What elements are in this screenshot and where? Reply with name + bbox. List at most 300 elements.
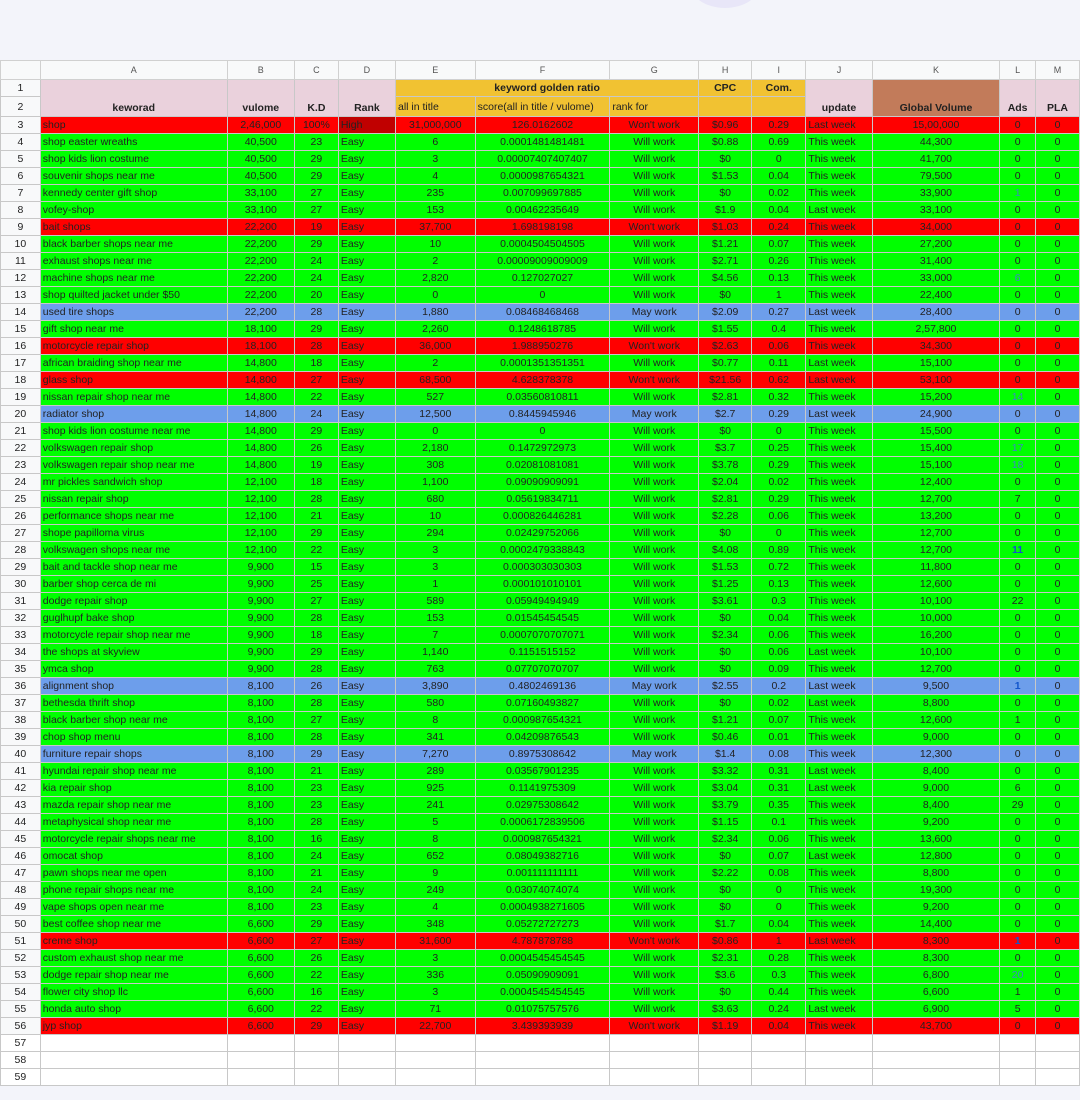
com-cell[interactable]: 0.06	[752, 508, 806, 525]
all-in-title-cell[interactable]: 153	[396, 610, 476, 627]
keyword-cell[interactable]: omocat shop	[40, 848, 227, 865]
ads-cell[interactable]: 1	[1000, 984, 1036, 1001]
keyword-cell[interactable]: shope papilloma virus	[40, 525, 227, 542]
empty-cell[interactable]	[1000, 1035, 1036, 1052]
update-cell[interactable]: This week	[806, 610, 872, 627]
ads-cell[interactable]: 0	[1000, 372, 1036, 389]
rank-for-cell[interactable]: Will work	[610, 287, 699, 304]
kd-cell[interactable]: 26	[294, 950, 338, 967]
score-cell[interactable]: 0.4802469136	[475, 678, 610, 695]
column-header-h[interactable]: H	[699, 61, 752, 80]
kd-cell[interactable]: 28	[294, 695, 338, 712]
all-in-title-cell[interactable]: 5	[396, 814, 476, 831]
update-cell[interactable]: This week	[806, 814, 872, 831]
row-number[interactable]: 43	[1, 797, 41, 814]
cpc-cell[interactable]: $0	[699, 661, 752, 678]
kd-cell[interactable]: 29	[294, 168, 338, 185]
empty-cell[interactable]	[610, 1052, 699, 1069]
score-cell[interactable]: 0.01075757576	[475, 1001, 610, 1018]
keyword-cell[interactable]: volkswagen repair shop	[40, 440, 227, 457]
cpc-cell[interactable]: $1.21	[699, 236, 752, 253]
rank-cell[interactable]: High	[338, 117, 395, 134]
cpc-subheader[interactable]	[699, 97, 752, 117]
rank-cell[interactable]: Easy	[338, 678, 395, 695]
empty-cell[interactable]	[396, 1052, 476, 1069]
global-volume-cell[interactable]: 12,600	[872, 576, 1000, 593]
rank-cell[interactable]: Easy	[338, 236, 395, 253]
kd-cell[interactable]: 29	[294, 916, 338, 933]
cpc-cell[interactable]: $2.34	[699, 831, 752, 848]
com-cell[interactable]: 0.29	[752, 117, 806, 134]
cpc-cell[interactable]: $3.32	[699, 763, 752, 780]
kd-cell[interactable]: 18	[294, 627, 338, 644]
global-volume-cell[interactable]: 12,400	[872, 474, 1000, 491]
row-number[interactable]: 31	[1, 593, 41, 610]
ads-cell[interactable]: 0	[1000, 916, 1036, 933]
row-number[interactable]: 13	[1, 287, 41, 304]
keyword-cell[interactable]: pawn shops near me open	[40, 865, 227, 882]
com-cell[interactable]: 0	[752, 882, 806, 899]
empty-cell[interactable]	[1035, 1035, 1079, 1052]
kd-cell[interactable]: 27	[294, 933, 338, 950]
all-in-title-cell[interactable]: 37,700	[396, 219, 476, 236]
rank-cell[interactable]: Easy	[338, 457, 395, 474]
cpc-cell[interactable]: $1.53	[699, 168, 752, 185]
global-volume-cell[interactable]: 8,800	[872, 865, 1000, 882]
pla-cell[interactable]: 0	[1035, 287, 1079, 304]
score-cell[interactable]: 0.8975308642	[475, 746, 610, 763]
row-number[interactable]: 26	[1, 508, 41, 525]
volume-cell[interactable]: 12,100	[227, 508, 294, 525]
kd-cell[interactable]: 28	[294, 610, 338, 627]
com-cell[interactable]: 0.28	[752, 950, 806, 967]
cpc-cell[interactable]: $3.7	[699, 440, 752, 457]
pla-cell[interactable]: 0	[1035, 304, 1079, 321]
keyword-cell[interactable]: exhaust shops near me	[40, 253, 227, 270]
volume-cell[interactable]: 14,800	[227, 440, 294, 457]
pla-cell[interactable]: 0	[1035, 678, 1079, 695]
volume-cell[interactable]: 6,600	[227, 950, 294, 967]
ads-cell[interactable]: 7	[1000, 491, 1036, 508]
rank-for-cell[interactable]: Will work	[610, 168, 699, 185]
keyword-cell[interactable]: vofey-shop	[40, 202, 227, 219]
com-cell[interactable]: 0.4	[752, 321, 806, 338]
rank-cell[interactable]: Easy	[338, 899, 395, 916]
empty-cell[interactable]	[872, 1052, 1000, 1069]
score-cell[interactable]: 0	[475, 287, 610, 304]
com-cell[interactable]: 0.32	[752, 389, 806, 406]
rank-cell[interactable]: Easy	[338, 967, 395, 984]
empty-cell[interactable]	[294, 1069, 338, 1086]
score-cell[interactable]: 0.8445945946	[475, 406, 610, 423]
volume-cell[interactable]: 6,600	[227, 916, 294, 933]
kd-cell[interactable]: 22	[294, 389, 338, 406]
row-number[interactable]: 53	[1, 967, 41, 984]
rank-cell[interactable]: Easy	[338, 780, 395, 797]
row-number[interactable]: 41	[1, 763, 41, 780]
row-number[interactable]: 2	[1, 97, 41, 117]
kd-cell[interactable]: 23	[294, 780, 338, 797]
volume-cell[interactable]: 9,900	[227, 644, 294, 661]
ads-cell[interactable]: 0	[1000, 627, 1036, 644]
column-header-i[interactable]: I	[752, 61, 806, 80]
row-number[interactable]: 25	[1, 491, 41, 508]
empty-cell[interactable]	[699, 1035, 752, 1052]
global-volume-cell[interactable]: 8,300	[872, 950, 1000, 967]
pla-cell[interactable]: 0	[1035, 236, 1079, 253]
score-cell[interactable]: 0.0000987654321	[475, 168, 610, 185]
empty-cell[interactable]	[1000, 1069, 1036, 1086]
ads-cell[interactable]: 0	[1000, 661, 1036, 678]
cpc-cell[interactable]: $0	[699, 185, 752, 202]
volume-cell[interactable]: 8,100	[227, 695, 294, 712]
volume-cell[interactable]: 8,100	[227, 797, 294, 814]
score-cell[interactable]: 1.988950276	[475, 338, 610, 355]
all-in-title-cell[interactable]: 294	[396, 525, 476, 542]
volume-cell[interactable]: 14,800	[227, 372, 294, 389]
rank-cell[interactable]: Easy	[338, 287, 395, 304]
rank-for-cell[interactable]: Will work	[610, 831, 699, 848]
rank-for-cell[interactable]: Will work	[610, 253, 699, 270]
rank-for-cell[interactable]: Will work	[610, 780, 699, 797]
ads-cell[interactable]: 0	[1000, 117, 1036, 134]
ads-cell[interactable]: 0	[1000, 1018, 1036, 1035]
rank-cell[interactable]: Easy	[338, 865, 395, 882]
ads-cell[interactable]: 17	[1000, 440, 1036, 457]
pla-cell[interactable]: 0	[1035, 967, 1079, 984]
empty-cell[interactable]	[872, 1035, 1000, 1052]
rank-for-cell[interactable]: Will work	[610, 508, 699, 525]
all-in-title-cell[interactable]: 580	[396, 695, 476, 712]
com-cell[interactable]: 0.25	[752, 440, 806, 457]
volume-cell[interactable]: 6,600	[227, 967, 294, 984]
ads-cell[interactable]: 0	[1000, 321, 1036, 338]
com-cell[interactable]: 0.24	[752, 1001, 806, 1018]
row-number[interactable]: 19	[1, 389, 41, 406]
pla-cell[interactable]: 0	[1035, 440, 1079, 457]
volume-cell[interactable]: 8,100	[227, 814, 294, 831]
update-cell[interactable]: This week	[806, 440, 872, 457]
cpc-cell[interactable]: $3.61	[699, 593, 752, 610]
ads-cell[interactable]: 0	[1000, 423, 1036, 440]
ads-cell[interactable]: 0	[1000, 253, 1036, 270]
all-in-title-cell[interactable]: 527	[396, 389, 476, 406]
score-cell[interactable]: 0.07707070707	[475, 661, 610, 678]
rank-for-cell[interactable]: Won't work	[610, 117, 699, 134]
all-in-title-cell[interactable]: 2,820	[396, 270, 476, 287]
rank-cell[interactable]: Easy	[338, 627, 395, 644]
column-header-b[interactable]: B	[227, 61, 294, 80]
cpc-cell[interactable]: $1.55	[699, 321, 752, 338]
rank-for-cell[interactable]: Will work	[610, 236, 699, 253]
update-cell[interactable]: This week	[806, 321, 872, 338]
rank-for-cell[interactable]: Will work	[610, 610, 699, 627]
update-cell[interactable]: Last week	[806, 678, 872, 695]
all-in-title-cell[interactable]: 2	[396, 355, 476, 372]
cpc-cell[interactable]: $0	[699, 644, 752, 661]
kd-cell[interactable]: 16	[294, 984, 338, 1001]
score-cell[interactable]: 0.001111111111	[475, 865, 610, 882]
row-number[interactable]: 55	[1, 1001, 41, 1018]
keyword-cell[interactable]: performance shops near me	[40, 508, 227, 525]
cpc-cell[interactable]: $0	[699, 695, 752, 712]
volume-cell[interactable]: 12,100	[227, 542, 294, 559]
volume-cell[interactable]: 12,100	[227, 525, 294, 542]
score-cell[interactable]: 0.0001351351351	[475, 355, 610, 372]
score-cell[interactable]: 0.0007070707071	[475, 627, 610, 644]
pla-cell[interactable]: 0	[1035, 253, 1079, 270]
cpc-cell[interactable]: $2.81	[699, 389, 752, 406]
cpc-cell[interactable]: $3.78	[699, 457, 752, 474]
global-volume-cell[interactable]: 34,300	[872, 338, 1000, 355]
rank-cell[interactable]: Easy	[338, 882, 395, 899]
keyword-cell[interactable]: nissan repair shop	[40, 491, 227, 508]
volume-cell[interactable]: 8,100	[227, 712, 294, 729]
pla-cell[interactable]: 0	[1035, 270, 1079, 287]
pla-cell[interactable]: 0	[1035, 916, 1079, 933]
pla-cell[interactable]: 0	[1035, 423, 1079, 440]
all-in-title-cell[interactable]: 31,600	[396, 933, 476, 950]
cpc-cell[interactable]: $2.81	[699, 491, 752, 508]
rank-for-cell[interactable]: Will work	[610, 729, 699, 746]
all-in-title-cell[interactable]: 9	[396, 865, 476, 882]
all-in-title-cell[interactable]: 241	[396, 797, 476, 814]
all-in-title-cell[interactable]: 4	[396, 168, 476, 185]
all-in-title-cell[interactable]: 22,700	[396, 1018, 476, 1035]
rank-cell[interactable]: Easy	[338, 202, 395, 219]
keyword-cell[interactable]: black barber shops near me	[40, 236, 227, 253]
ads-cell[interactable]: 0	[1000, 610, 1036, 627]
pla-cell[interactable]: 0	[1035, 389, 1079, 406]
cpc-cell[interactable]: $0.77	[699, 355, 752, 372]
rank-cell[interactable]: Easy	[338, 933, 395, 950]
ads-cell[interactable]: 0	[1000, 899, 1036, 916]
rank-cell[interactable]: Easy	[338, 440, 395, 457]
update-cell[interactable]: This week	[806, 270, 872, 287]
keyword-cell[interactable]: shop kids lion costume	[40, 151, 227, 168]
rank-for-cell[interactable]: Will work	[610, 321, 699, 338]
rank-for-cell[interactable]: May work	[610, 304, 699, 321]
global-volume-cell[interactable]: 15,100	[872, 355, 1000, 372]
score-cell[interactable]: 0.000303030303	[475, 559, 610, 576]
volume-cell[interactable]: 40,500	[227, 168, 294, 185]
all-in-title-cell[interactable]: 36,000	[396, 338, 476, 355]
pla-cell[interactable]: 0	[1035, 202, 1079, 219]
kd-cell[interactable]: 29	[294, 644, 338, 661]
pla-cell[interactable]: 0	[1035, 610, 1079, 627]
rank-cell[interactable]: Easy	[338, 746, 395, 763]
empty-cell[interactable]	[752, 1069, 806, 1086]
keyword-cell[interactable]: kennedy center gift shop	[40, 185, 227, 202]
update-cell[interactable]: This week	[806, 916, 872, 933]
rank-for-cell[interactable]: Will work	[610, 576, 699, 593]
ads-cell[interactable]: 0	[1000, 695, 1036, 712]
update-cell[interactable]: This week	[806, 219, 872, 236]
kd-cell[interactable]: 29	[294, 423, 338, 440]
cpc-cell[interactable]: $0	[699, 525, 752, 542]
keyword-cell[interactable]: kia repair shop	[40, 780, 227, 797]
global-volume-cell[interactable]: 9,000	[872, 780, 1000, 797]
volume-cell[interactable]: 18,100	[227, 321, 294, 338]
volume-cell[interactable]: 6,600	[227, 984, 294, 1001]
kd-cell[interactable]: 28	[294, 491, 338, 508]
ads-cell[interactable]: 14	[1000, 389, 1036, 406]
global-volume-cell[interactable]: 8,400	[872, 797, 1000, 814]
volume-cell[interactable]: 22,200	[227, 219, 294, 236]
empty-cell[interactable]	[338, 1069, 395, 1086]
column-header-d[interactable]: D	[338, 61, 395, 80]
update-cell[interactable]: Last week	[806, 695, 872, 712]
row-number[interactable]: 6	[1, 168, 41, 185]
empty-cell[interactable]	[40, 1069, 227, 1086]
update-cell[interactable]: This week	[806, 525, 872, 542]
kd-cell[interactable]: 29	[294, 236, 338, 253]
volume-cell[interactable]: 8,100	[227, 831, 294, 848]
rank-cell[interactable]: Easy	[338, 372, 395, 389]
volume-cell[interactable]: 8,100	[227, 746, 294, 763]
rank-cell[interactable]: Easy	[338, 814, 395, 831]
pla-cell[interactable]: 0	[1035, 899, 1079, 916]
row-number[interactable]: 11	[1, 253, 41, 270]
kd-cell[interactable]: 22	[294, 1001, 338, 1018]
com-cell[interactable]: 0.44	[752, 984, 806, 1001]
update-cell[interactable]: This week	[806, 627, 872, 644]
rank-cell[interactable]: Easy	[338, 253, 395, 270]
global-volume-cell[interactable]: 27,200	[872, 236, 1000, 253]
pla-cell[interactable]: 0	[1035, 763, 1079, 780]
keyword-cell[interactable]: metaphysical shop near me	[40, 814, 227, 831]
ads-cell[interactable]: 0	[1000, 236, 1036, 253]
row-number[interactable]: 20	[1, 406, 41, 423]
global-volume-cell[interactable]: 53,100	[872, 372, 1000, 389]
ads-cell[interactable]: 0	[1000, 406, 1036, 423]
row-number[interactable]: 35	[1, 661, 41, 678]
rank-for-cell[interactable]: Will work	[610, 270, 699, 287]
com-cell[interactable]: 0.69	[752, 134, 806, 151]
cpc-cell[interactable]: $4.08	[699, 542, 752, 559]
kd-cell[interactable]: 24	[294, 406, 338, 423]
row-number[interactable]: 34	[1, 644, 41, 661]
keyword-cell[interactable]: mr pickles sandwich shop	[40, 474, 227, 491]
rank-cell[interactable]: Easy	[338, 134, 395, 151]
update-cell[interactable]: This week	[806, 950, 872, 967]
cpc-cell[interactable]: $0	[699, 423, 752, 440]
pla-cell[interactable]: 0	[1035, 661, 1079, 678]
ads-cell[interactable]: 0	[1000, 202, 1036, 219]
keyword-cell[interactable]: radiator shop	[40, 406, 227, 423]
empty-cell[interactable]	[610, 1069, 699, 1086]
row-number[interactable]: 29	[1, 559, 41, 576]
global-volume-cell[interactable]: 6,800	[872, 967, 1000, 984]
global-volume-cell[interactable]: 13,600	[872, 831, 1000, 848]
column-header-k[interactable]: K	[872, 61, 1000, 80]
empty-cell[interactable]	[227, 1069, 294, 1086]
kd-cell[interactable]: 18	[294, 355, 338, 372]
com-cell[interactable]: 0.04	[752, 916, 806, 933]
row-number[interactable]: 54	[1, 984, 41, 1001]
ads-cell[interactable]: 18	[1000, 457, 1036, 474]
ads-cell[interactable]: 0	[1000, 304, 1036, 321]
pla-cell[interactable]: 0	[1035, 1018, 1079, 1035]
column-header-m[interactable]: M	[1035, 61, 1079, 80]
volume-cell[interactable]: 14,800	[227, 457, 294, 474]
row-number[interactable]: 21	[1, 423, 41, 440]
kd-header[interactable]: K.D	[294, 80, 338, 117]
ads-cell[interactable]: 0	[1000, 865, 1036, 882]
keyword-cell[interactable]: glass shop	[40, 372, 227, 389]
keyword-cell[interactable]: bethesda thrift shop	[40, 695, 227, 712]
cpc-cell[interactable]: $0.46	[699, 729, 752, 746]
rank-cell[interactable]: Easy	[338, 185, 395, 202]
pla-cell[interactable]: 0	[1035, 865, 1079, 882]
update-cell[interactable]: Last week	[806, 848, 872, 865]
cpc-cell[interactable]: $2.09	[699, 304, 752, 321]
com-cell[interactable]: 0	[752, 423, 806, 440]
global-volume-cell[interactable]: 9,000	[872, 729, 1000, 746]
kd-cell[interactable]: 21	[294, 763, 338, 780]
cpc-cell[interactable]: $0	[699, 984, 752, 1001]
score-cell[interactable]: 1.698198198	[475, 219, 610, 236]
ads-cell[interactable]: 0	[1000, 763, 1036, 780]
all-in-title-cell[interactable]: 3	[396, 542, 476, 559]
kd-cell[interactable]: 27	[294, 712, 338, 729]
rank-cell[interactable]: Easy	[338, 474, 395, 491]
pla-cell[interactable]: 0	[1035, 627, 1079, 644]
kd-cell[interactable]: 25	[294, 576, 338, 593]
score-cell[interactable]: 0.000826446281	[475, 508, 610, 525]
rank-for-cell[interactable]: Will work	[610, 967, 699, 984]
cpc-cell[interactable]: $1.21	[699, 712, 752, 729]
rank-for-cell[interactable]: Will work	[610, 185, 699, 202]
rank-for-cell[interactable]: Will work	[610, 848, 699, 865]
all-in-title-cell[interactable]: 68,500	[396, 372, 476, 389]
kd-cell[interactable]: 22	[294, 967, 338, 984]
pla-cell[interactable]: 0	[1035, 644, 1079, 661]
all-in-title-cell[interactable]: 336	[396, 967, 476, 984]
pla-cell[interactable]: 0	[1035, 338, 1079, 355]
volume-cell[interactable]: 40,500	[227, 151, 294, 168]
keyword-cell[interactable]: volkswagen repair shop near me	[40, 457, 227, 474]
ads-cell[interactable]: 0	[1000, 882, 1036, 899]
row-number[interactable]: 22	[1, 440, 41, 457]
row-number[interactable]: 51	[1, 933, 41, 950]
kd-cell[interactable]: 28	[294, 729, 338, 746]
keyword-cell[interactable]: souvenir shops near me	[40, 168, 227, 185]
rank-for-cell[interactable]: Will work	[610, 984, 699, 1001]
update-cell[interactable]: Last week	[806, 406, 872, 423]
kd-cell[interactable]: 29	[294, 746, 338, 763]
cpc-cell[interactable]: $1.25	[699, 576, 752, 593]
update-cell[interactable]: This week	[806, 831, 872, 848]
global-volume-cell[interactable]: 6,900	[872, 1001, 1000, 1018]
row-number[interactable]: 47	[1, 865, 41, 882]
cpc-cell[interactable]: $4.56	[699, 270, 752, 287]
rank-cell[interactable]: Easy	[338, 644, 395, 661]
cpc-cell[interactable]: $0	[699, 848, 752, 865]
rank-cell[interactable]: Easy	[338, 712, 395, 729]
score-cell[interactable]: 0.00009009009009	[475, 253, 610, 270]
rank-cell[interactable]: Easy	[338, 559, 395, 576]
score-cell[interactable]: 0.0004504504505	[475, 236, 610, 253]
update-cell[interactable]: This week	[806, 593, 872, 610]
com-cell[interactable]: 0.13	[752, 270, 806, 287]
score-cell[interactable]: 0.0001481481481	[475, 134, 610, 151]
ads-cell[interactable]: 0	[1000, 831, 1036, 848]
pla-cell[interactable]: 0	[1035, 219, 1079, 236]
ads-cell[interactable]: 0	[1000, 950, 1036, 967]
all-in-title-cell[interactable]: 31,000,000	[396, 117, 476, 134]
update-cell[interactable]: This week	[806, 712, 872, 729]
